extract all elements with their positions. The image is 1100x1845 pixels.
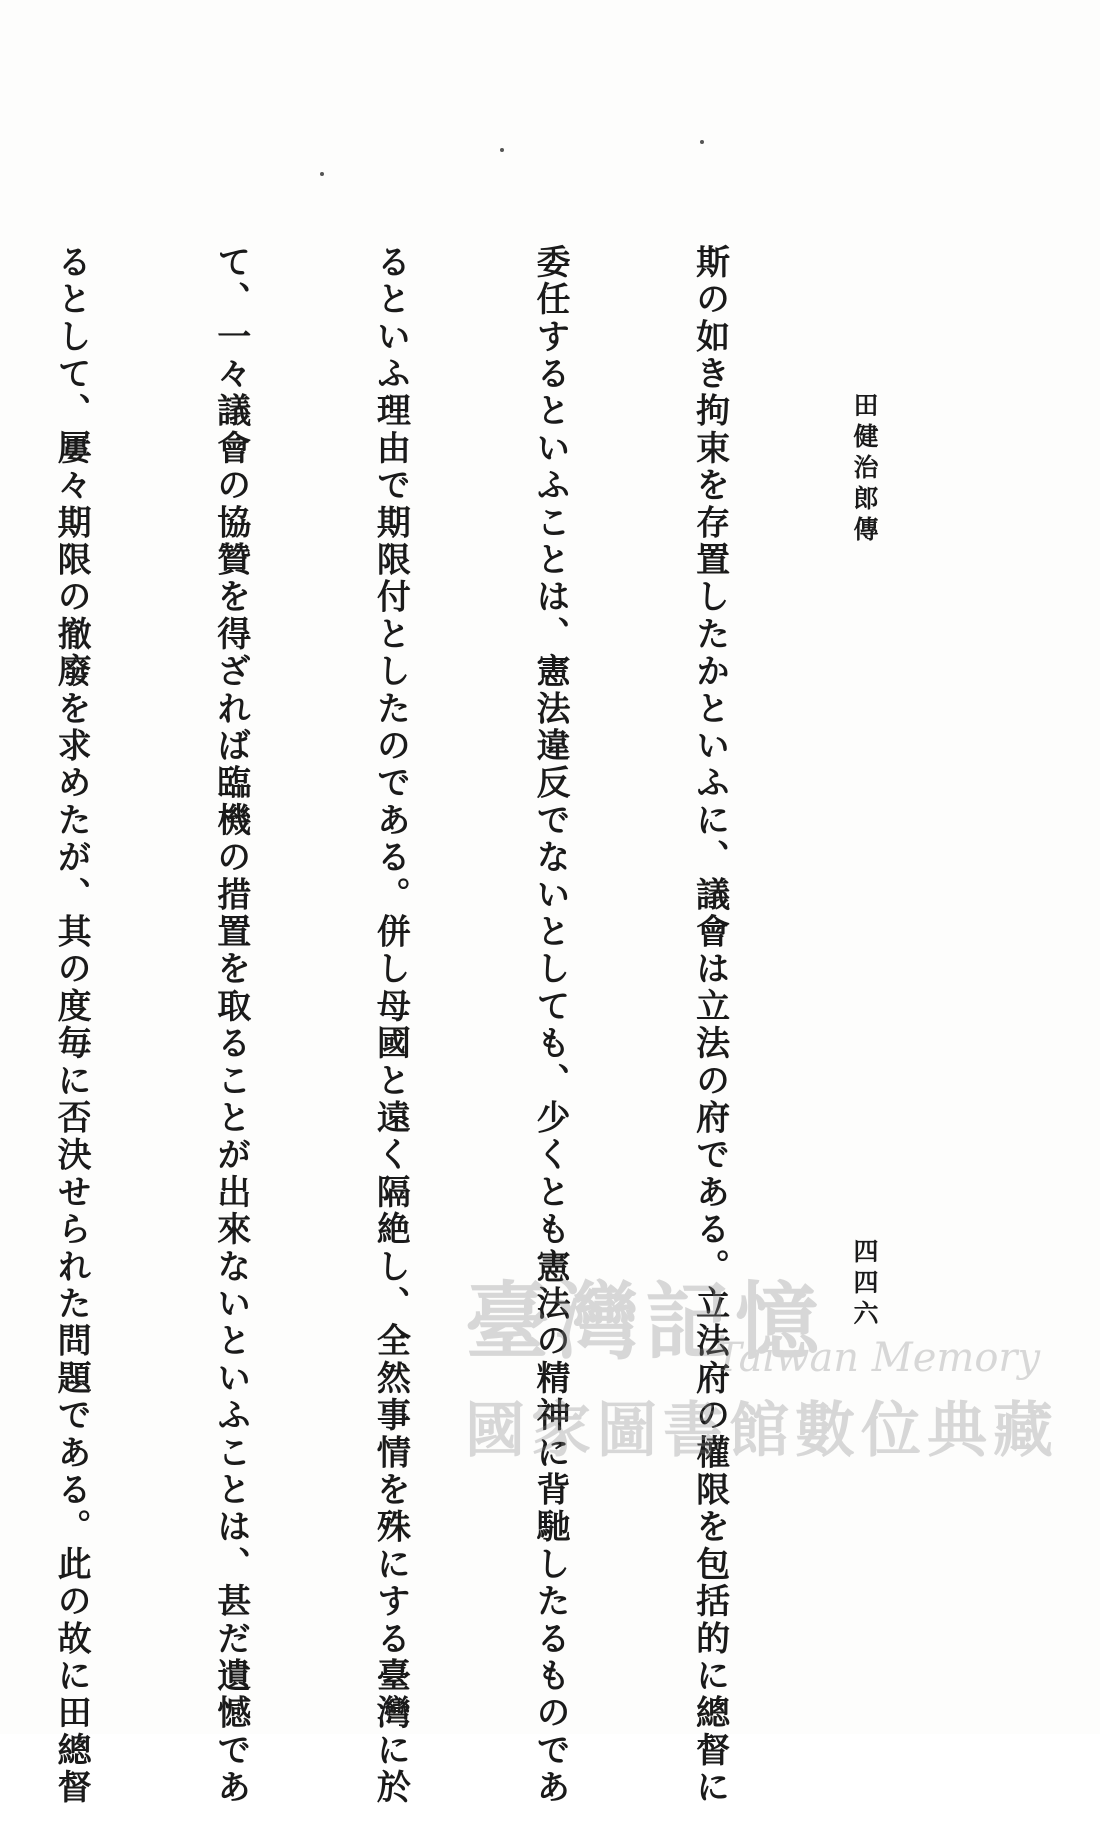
- page-speck: [500, 148, 504, 152]
- body-line-4: て、一々議會の協贊を得ざれば臨機の措置を取ることが出來ないといふことは、甚だ遺憾であ: [210, 244, 251, 1807]
- body-line-3: るといふ理由で期限付としたのである。併し母國と遠く隔絶し、全然事情を殊にする臺灣に於: [370, 244, 411, 1807]
- page-number: 四四六: [850, 1238, 879, 1331]
- watermark-sub-text: 國家圖書館數位典藏: [465, 1396, 1059, 1466]
- watermark-main-text: 臺灣記憶: [465, 1272, 826, 1371]
- page-speck: [700, 140, 704, 144]
- page-speck: [320, 172, 324, 176]
- watermark-english-text: Taiwan Memory: [715, 1335, 1041, 1381]
- body-line-2: 委任するといふことは、憲法違反でないとしても、少くとも憲法の精神に背馳したるものであ: [529, 244, 570, 1807]
- body-line-1: 斯の如き拘束を存置したかといふに、議會は立法の府である。立法府の權限を包括的に總督に: [689, 244, 730, 1807]
- running-title: 田健治郎傳: [850, 392, 879, 547]
- body-line-5: るとして、屢々期限の撤廢を求めたが、其の度毎に否決せられた問題である。此の故に田總督: [51, 244, 92, 1807]
- body-text-block: [0, 244, 842, 1807]
